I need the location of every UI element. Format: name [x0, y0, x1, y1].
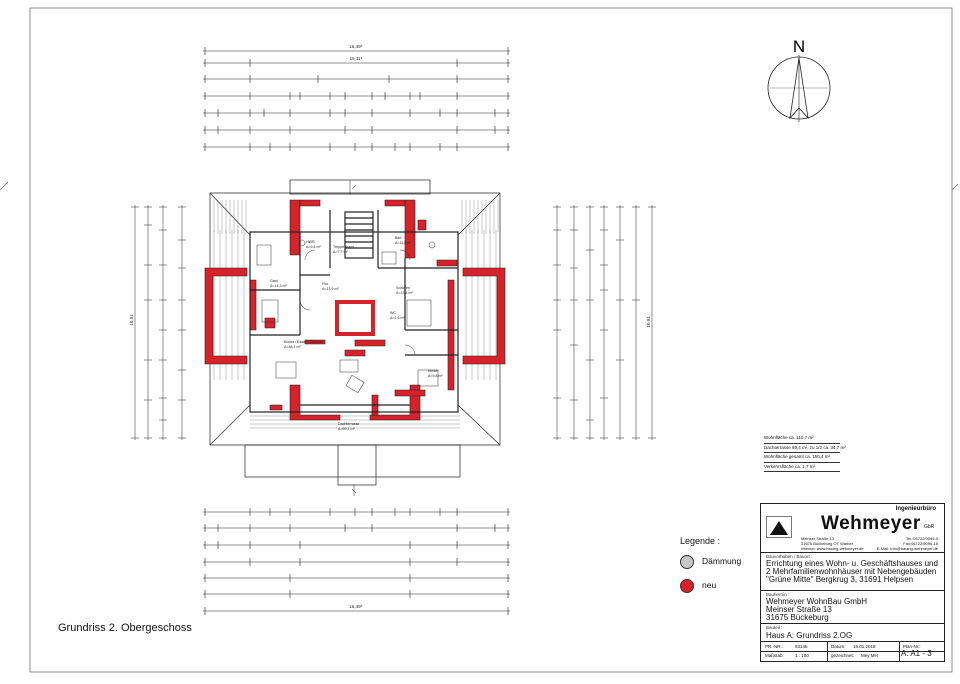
legend-item-label: Dämmung	[702, 556, 742, 566]
drawing-section	[761, 623, 944, 642]
client-section	[761, 590, 944, 624]
project-line: 2 Mehrfamilienwohnhäuser mit Nebengebäuden	[766, 567, 937, 577]
room-name: Kinder	[428, 369, 439, 373]
compass-label: N	[792, 37, 806, 56]
address-line: Meinser Straße 13	[801, 536, 834, 541]
room-area: A=13,9 m²	[322, 287, 339, 291]
area-summary	[764, 434, 846, 472]
drawing-title: Haus A: Grundriss 2.OG	[766, 631, 853, 640]
area-line: Wohnfläche gesamt ca. 150,4 m²	[764, 453, 840, 463]
interior-walls	[250, 210, 458, 412]
room-name: Dachterrasse	[338, 422, 360, 426]
title-block	[760, 503, 945, 662]
top-overall-dim: 16,49⁵	[349, 44, 363, 49]
firm-suffix: GbR	[924, 524, 935, 530]
room-name: Küche / Essen / Wohnen	[284, 340, 324, 344]
room-area: A=13,4 m²	[396, 291, 413, 295]
drawing-caption: Grundriss 2. Obergeschoss	[58, 622, 192, 634]
roof-hatching	[214, 200, 498, 428]
room-area: A=7,7 m²	[333, 250, 348, 254]
room-area: A=14,3 m²	[270, 284, 287, 288]
right-dimension-chains	[557, 205, 652, 440]
right-overall-dim: 10,91	[646, 316, 651, 328]
datum-value: 16.01.2018	[853, 644, 876, 649]
plan-label: Plan-Nr.:	[903, 644, 921, 649]
firm-address	[801, 536, 863, 551]
firm-logo-icon	[766, 516, 792, 538]
client-text	[766, 598, 867, 623]
left-dimension-chains	[135, 205, 182, 440]
legend-title: Legende :	[680, 536, 721, 546]
firm-contact	[877, 536, 938, 551]
contact-line: Fax:05722/9096-16	[903, 541, 938, 546]
legend-item-label: neu	[702, 580, 717, 590]
project-label: Bauvorhaben / Bauort :	[766, 554, 813, 559]
client-line: 31675 Bückeburg	[766, 613, 829, 623]
address-line: Internet: www.bauing-wehmeyer.de	[801, 546, 864, 551]
project-line: Errichtung eines Wohn- u. Geschäftshauses und	[766, 559, 938, 568]
contact-line: Tel.:05722/9096-0	[905, 536, 938, 541]
room-area: A=2,6 m²	[390, 316, 405, 320]
bottom-overall-dim: 16,49⁵	[349, 604, 363, 609]
left-dimension-ticks	[131, 207, 186, 438]
bottom-dimension-ticks	[205, 508, 508, 615]
top-dimension-chains	[203, 51, 510, 147]
room-name: Bad	[395, 236, 402, 240]
firm-name: Wehmeyer	[821, 513, 921, 534]
north-arrow-icon	[768, 37, 830, 122]
left-overall-dim: 10,91	[129, 314, 134, 326]
room-area: A=11,8 m²	[395, 241, 412, 245]
meta-section	[761, 641, 944, 661]
project-line: "Grüne Mitte" Bergkrug 3, 31691 Helpsen	[766, 575, 914, 585]
area-line: Dachterrasse 69,4 m², zu 1/2 ca. 34,7 m²	[764, 444, 840, 454]
client-label: Bauherr/in :	[766, 592, 790, 597]
furniture	[257, 240, 438, 393]
drawing-label: Bauteil :	[766, 625, 783, 630]
project-section	[761, 552, 944, 591]
gez-value: Mey MH	[861, 653, 878, 658]
area-line: Wohnfläche ca. 110,7 m²	[764, 434, 840, 444]
room-area: A=9,4 m²	[306, 245, 321, 249]
room-area: A=69,4 m²	[338, 427, 355, 431]
room-name: Treppenhaus	[333, 245, 355, 249]
room-name: Flur	[322, 282, 329, 286]
bottom-dimension-chains	[203, 512, 510, 611]
insulation-swatch-icon	[680, 555, 694, 569]
plan-number: A: A1 - 3	[901, 649, 932, 658]
top-inner-dim: 15,11⁵	[349, 56, 363, 61]
pr-nr-value: 93145	[795, 644, 808, 649]
room-name: HWR	[306, 240, 315, 244]
client-line: Meinser Straße 13	[766, 605, 832, 615]
legend	[672, 536, 754, 606]
right-dimension-ticks	[553, 207, 656, 438]
firm-small-label: Ingenieurbüro	[895, 506, 936, 512]
room-name: Schlafen	[396, 286, 410, 290]
pr-nr-label: PR.-NR.:	[765, 644, 783, 649]
new-wall-swatch-icon	[680, 579, 694, 593]
contact-line: E-Mail: info@bauing-wehmeyer.de	[876, 546, 938, 551]
massstab-value: 1 : 100	[795, 653, 809, 658]
room-area: A=9,8 m²	[428, 374, 443, 378]
firm-header	[761, 504, 944, 552]
massstab-label: Maßstab:	[765, 653, 784, 658]
area-line: Verkehrsfläche ca. 1,7 m²	[764, 463, 840, 473]
client-line: Wehmeyer WohnBau GmbH	[766, 597, 868, 606]
room-name: WC	[390, 311, 396, 315]
datum-label: Datum:	[831, 644, 846, 649]
top-dimension-labels	[349, 44, 362, 61]
room-name: Gast	[270, 279, 278, 283]
project-text	[766, 560, 938, 585]
gez-label: gezeichnet:	[831, 653, 855, 658]
room-area: A=48,1 m²	[284, 345, 301, 349]
top-dimension-ticks	[205, 47, 508, 151]
address-line: 31675 Bückeburg OT Warber	[801, 541, 854, 546]
